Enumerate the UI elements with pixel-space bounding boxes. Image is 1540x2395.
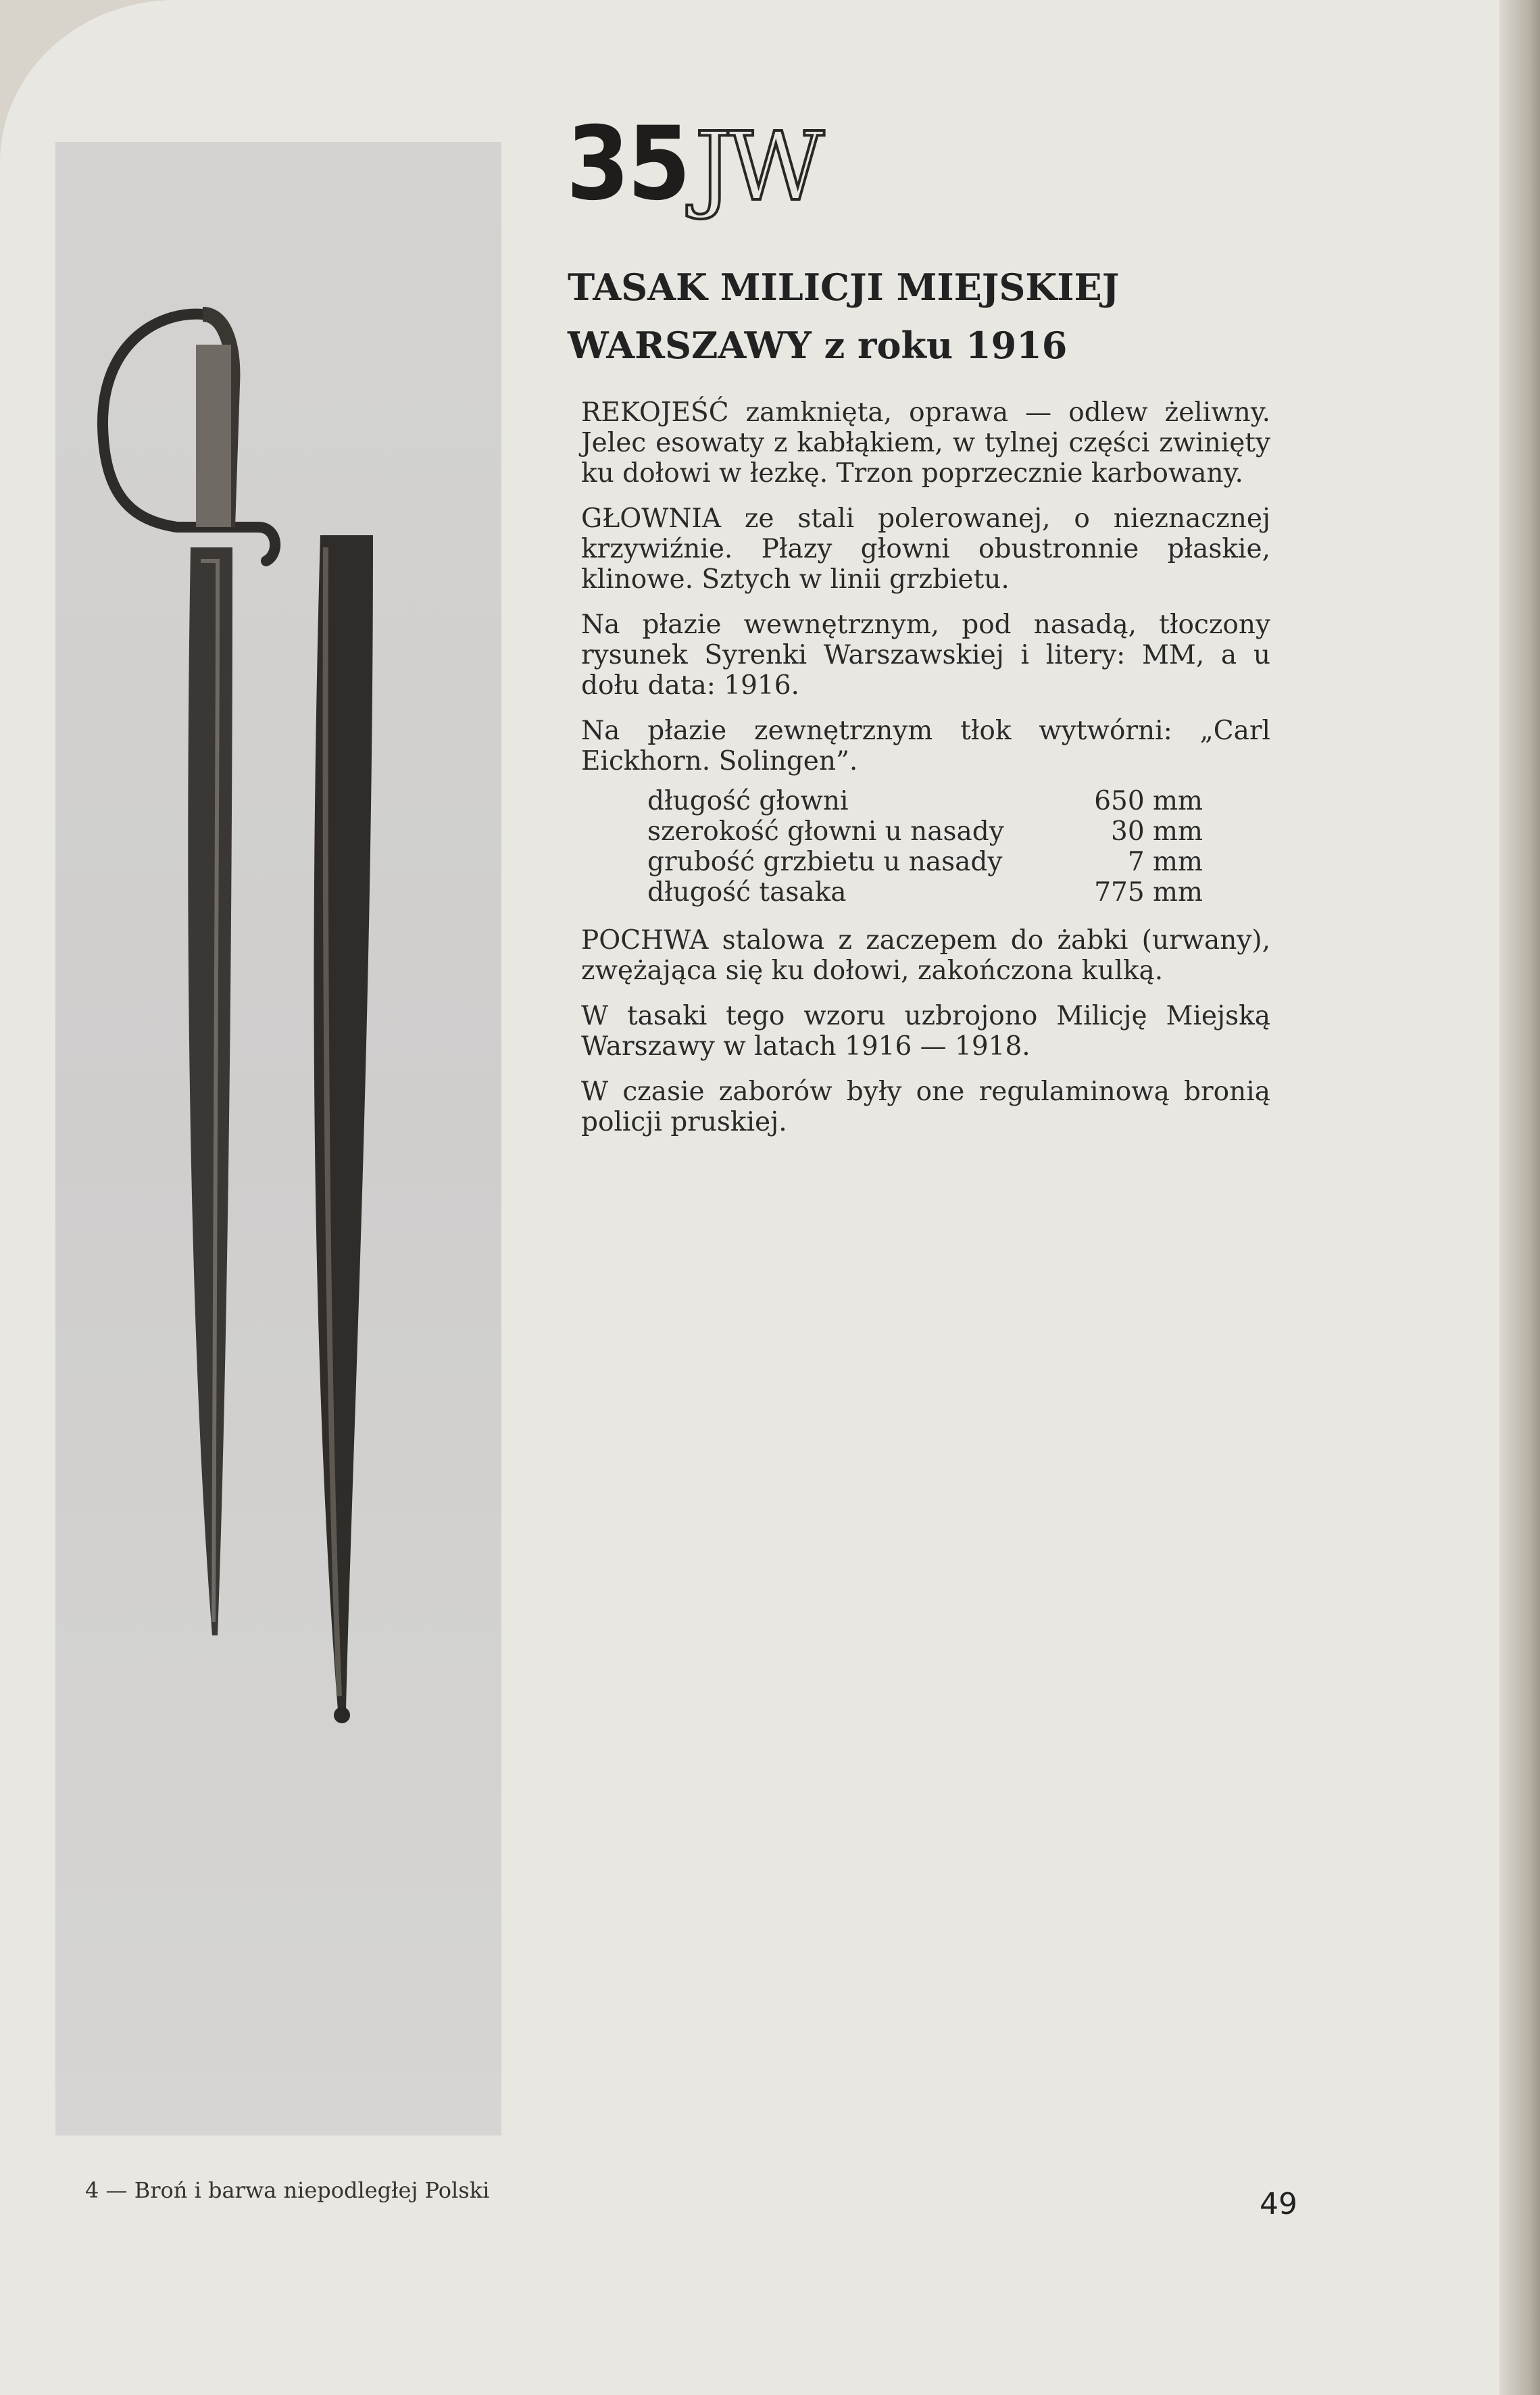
paragraph-history: W czasie zaborów były one regulaminową bronią policji pruskiej. [581, 1077, 1270, 1137]
dimension-label: długość tasaka [647, 877, 847, 908]
page-edge [1499, 0, 1540, 2395]
running-footer: 4 — Broń i barwa niepodległej Polski [85, 2177, 490, 2203]
dimension-row [647, 847, 1203, 877]
page-number: 49 [1260, 2187, 1297, 2221]
paragraph-outer-face: Na płazie zewnętrznym tłok wytwórni: „Carl Eickhorn. Solingen”. [581, 716, 1270, 776]
sword-photograph [55, 142, 501, 2135]
dimensions-table [647, 786, 1203, 908]
entry-number: 35 [566, 105, 689, 223]
dimension-label: długość głowni [647, 786, 849, 816]
dimension-value: 7 mm [1127, 847, 1203, 877]
dimension-row [647, 786, 1203, 816]
paragraph-usage: W tasaki tego wzoru uzbrojono Milicję Miejską Warszawy w latach 1916 — 1918. [581, 1001, 1270, 1062]
dimension-value: 30 mm [1111, 816, 1203, 847]
dimension-label: szerokość głowni u nasady [647, 816, 1004, 847]
sword-and-scabbard-image [55, 142, 501, 2135]
dimension-row [647, 816, 1203, 847]
dimension-value: 650 mm [1094, 786, 1203, 816]
maker-mark: JW [695, 112, 820, 222]
title-line-1: TASAK MILICJI MIEJSKIEJ [568, 266, 1120, 309]
paragraph-inner-face: Na płazie wewnętrznym, pod nasadą, tłoczony rysunek Syrenki Warszawskiej i litery: MM, a u dołu data: 1916. [581, 610, 1270, 701]
dimension-value: 775 mm [1094, 877, 1203, 908]
paragraph-hilt: REKOJEŚĆ zamknięta, oprawa — odlew żeliwny. Jelec esowaty z kabłąkiem, w tylnej części zwinięty ku dołowi w łezkę. Trzon poprzecznie karbowany. [581, 397, 1270, 489]
dimension-row [647, 877, 1203, 908]
title-line-2: WARSZAWY z roku 1916 [568, 324, 1068, 367]
paragraph-scabbard: POCHWA stalowa z zaczepem do żabki (urwany), zwężająca się ku dołowi, zakończona kulką. [581, 925, 1270, 986]
entry-title [568, 258, 1297, 374]
paragraph-blade: GŁOWNIA ze stali polerowanej, o nieznacznej krzywiźnie. Płazy głowni obustronnie płaskie, klinowe. Sztych w linii grzbietu. [581, 503, 1270, 595]
description [581, 397, 1270, 1152]
dimension-label: grubość grzbietu u nasady [647, 847, 1003, 877]
